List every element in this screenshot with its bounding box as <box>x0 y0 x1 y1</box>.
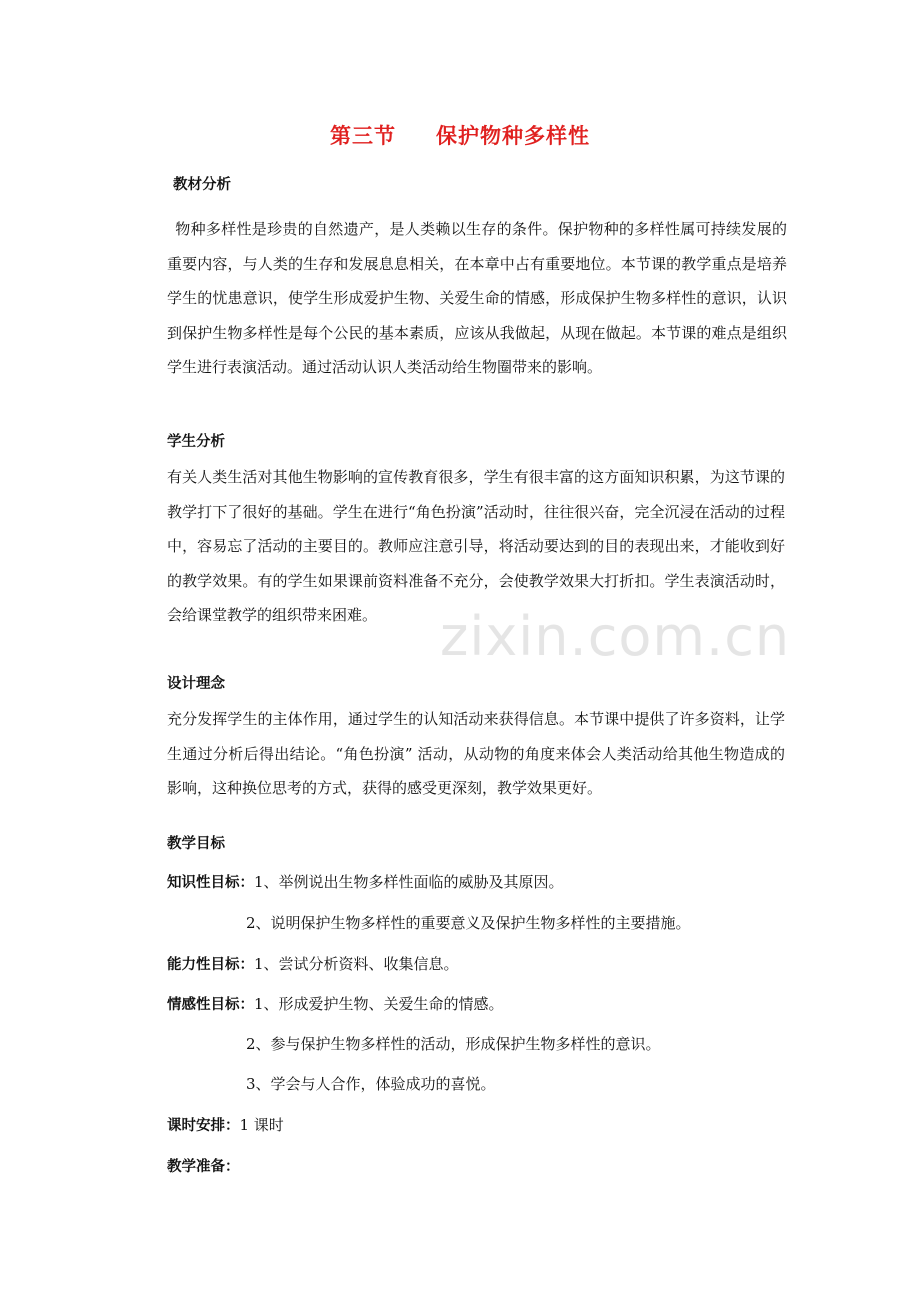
preparation-line <box>167 1155 240 1176</box>
goal-emotion-3-line: 3、学会与人合作，体验成功的喜悦。 <box>246 1075 496 1093</box>
goal-ability-label: 能力性目标： <box>167 957 254 973</box>
schedule-label: 课时安排： <box>167 1118 240 1134</box>
heading-design: 设计理念 <box>167 676 225 692</box>
paragraph-students <box>167 460 785 633</box>
goal-emotion-line <box>167 993 504 1014</box>
title-name: 保护物种多样性 <box>436 124 590 148</box>
goal-emotion-1: 1、形成爱护生物、关爱生命的情感。 <box>254 995 504 1013</box>
paragraph-design-text: 充分发挥学生的主体作用，通过学生的认知活动来获得信息。本节课中提供了许多资料，让学生通过分析后得出结论。“角色扮演” 活动，从动物的角度来体会人类活动给其他生物造成的影响，这种换位思考的方式，获得的感受更深刻，教学效果更好。 <box>167 710 785 797</box>
page-title <box>0 120 920 150</box>
goal-ability-line <box>167 953 459 974</box>
goal-knowledge-label: 知识性目标： <box>167 875 254 891</box>
goal-ability-1: 1、尝试分析资料、收集信息。 <box>254 955 459 973</box>
watermark: zixin.com.cn <box>440 605 791 668</box>
heading-goals: 教学目标 <box>167 836 225 852</box>
paragraph-design <box>167 702 785 806</box>
heading-students: 学生分析 <box>167 434 225 450</box>
heading-material: 教材分析 <box>173 177 231 193</box>
schedule-value: 1 课时 <box>239 1116 284 1134</box>
goal-emotion-label: 情感性目标： <box>167 997 254 1013</box>
title-chapter: 第三节 <box>330 124 396 148</box>
paragraph-material-text: 物种多样性是珍贵的自然遗产，是人类赖以生存的条件。保护物种的多样性属可持续发展的重要内容，与人类的生存和发展息息相关，在本章中占有重要地位。本节课的教学重点是培养学生的忧患意识，使学生形成爱护生物、关爱生命的情感，形成保护生物多样性的意识，认识到保护生物多样性是每个公民的基本素质，应该从我做起，从现在做起。本节课的难点是组织学生进行表演活动。通过活动认识人类活动给生物圈带来的影响。 <box>167 220 787 376</box>
goal-knowledge-1: 1、举例说出生物多样性面临的威胁及其原因。 <box>254 873 564 891</box>
paragraph-material <box>167 212 787 385</box>
goal-knowledge-2-line: 2、说明保护生物多样性的重要意义及保护生物多样性的主要措施。 <box>246 914 691 932</box>
goal-emotion-2-line: 2、参与保护生物多样性的活动，形成保护生物多样性的意识。 <box>246 1035 661 1053</box>
schedule-line <box>167 1114 284 1135</box>
goal-knowledge-line <box>167 871 564 892</box>
preparation-label: 教学准备： <box>167 1159 240 1175</box>
paragraph-students-text: 有关人类生活对其他生物影响的宣传教育很多，学生有很丰富的这方面知识积累，为这节课的教学打下了很好的基础。学生在进行“角色扮演”活动时，往往很兴奋，完全沉浸在活动的过程中，容易忘了活动的主要目的。教师应注意引导，将活动要达到的目的表现出来，才能收到好的教学效果。有的学生如果课前资料准备不充分，会使教学效果大打折扣。学生表演活动时，会给课堂教学的组织带来困难。 <box>167 468 785 624</box>
